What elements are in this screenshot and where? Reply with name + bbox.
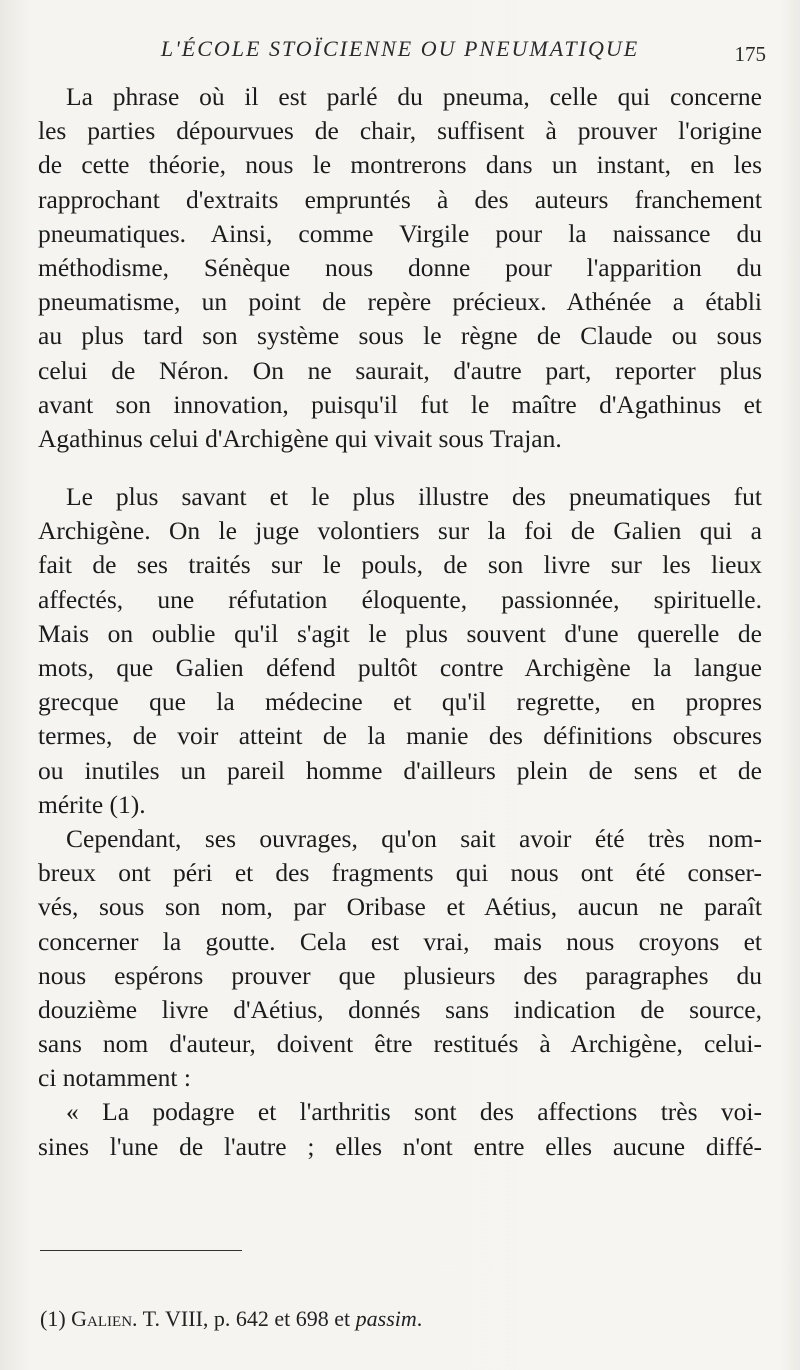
text-line: Agathinus celui d'Archigène qui vivait sous Trajan. bbox=[38, 423, 562, 453]
footnote-reference: . T. VIII, p. 642 et 698 et bbox=[132, 1306, 351, 1331]
page-number: 175 bbox=[734, 42, 766, 66]
text-line: avant son innovation, puisqu'il fut le maître d'Agathinus et bbox=[38, 389, 762, 419]
text-line: fait de ses traités sur le pouls, de son livre sur les lieux bbox=[38, 550, 762, 580]
text-line: affectés, une réfutation éloquente, passionnée, spirituelle. bbox=[38, 584, 762, 614]
text-line: pneumatiques. Ainsi, comme Virgile pour la naissance du bbox=[38, 218, 762, 248]
paragraph-1 bbox=[38, 80, 762, 456]
paragraph-3 bbox=[38, 822, 762, 1096]
text-line: au plus tard son système sous le règne de Claude ou sous bbox=[38, 321, 762, 351]
text-line: rapprochant d'extraits empruntés à des auteurs franchement bbox=[38, 184, 762, 214]
text-line: sines l'une de l'autre ; elles n'ont entre elles aucune diffé- bbox=[38, 1131, 762, 1161]
text-line: vés, sous son nom, par Oribase et Aétius, aucun ne paraît bbox=[38, 892, 762, 922]
text-line: celui de Néron. On ne saurait, d'autre part, reporter plus bbox=[38, 355, 762, 385]
text-line: grecque que la médecine et qu'il regrette, en propres bbox=[38, 687, 762, 717]
text-line: Archigène. On le juge volontiers sur la foi de Galien qui a bbox=[38, 516, 762, 546]
text-line: ou inutiles un pareil homme d'ailleurs plein de sens et de bbox=[38, 755, 762, 785]
running-title: L'ÉCOLE STOÏCIENNE OU PNEUMATIQUE bbox=[160, 36, 640, 61]
paragraph-2 bbox=[38, 480, 762, 822]
text-line: mots, que Galien défend pultôt contre Archigène la langue bbox=[38, 653, 762, 682]
text-line: sans nom d'auteur, doivent être restitués à Archigène, celui- bbox=[38, 1029, 762, 1059]
footnote-marker: (1) bbox=[40, 1306, 66, 1331]
text-line: de cette théorie, nous le montrerons dans un instant, en les bbox=[38, 150, 762, 180]
text-line: nous espérons prouver que plusieurs des paragraphes du bbox=[38, 960, 762, 990]
footnote-author: Galien bbox=[71, 1306, 133, 1331]
text-line: breux ont péri et des fragments qui nous ont été conser- bbox=[38, 858, 762, 888]
paragraph-4-quotation bbox=[38, 1095, 762, 1163]
text-line: Cependant, ses ouvrages, qu'on sait avoir été très nom- bbox=[66, 823, 762, 853]
footnote bbox=[40, 1304, 760, 1334]
text-line: les parties dépourvues de chair, suffisent à prouver l'origine bbox=[38, 116, 762, 146]
footnote-italic-term: passim bbox=[355, 1306, 417, 1331]
text-line: La phrase où il est parlé du pneuma, celle qui concerne bbox=[66, 82, 762, 111]
text-line: termes, de voir atteint de la manie des définitions obscures bbox=[38, 721, 762, 751]
text-line: Le plus savant et le plus illustre des pneumatiques fut bbox=[66, 482, 762, 512]
body-text bbox=[38, 80, 762, 1164]
footnote-end: . bbox=[416, 1306, 423, 1331]
text-line: ci notamment : bbox=[38, 1063, 191, 1093]
text-line: « La podagre et l'arthritis sont des affections très voi- bbox=[66, 1097, 762, 1127]
footnote-divider bbox=[40, 1250, 242, 1251]
text-line: douzième livre d'Aétius, donnés sans indication de source, bbox=[38, 994, 762, 1024]
text-line: méthodisme, Sénèque nous donne pour l'apparition du bbox=[38, 252, 762, 282]
text-line: mérite (1). bbox=[38, 789, 146, 819]
text-line: concerner la goutte. Cela est vrai, mais nous croyons et bbox=[38, 926, 762, 956]
text-line: Mais on oublie qu'il s'agit le plus souvent d'une querelle de bbox=[38, 618, 762, 648]
text-line: pneumatisme, un point de repère précieux. Athénée a établi bbox=[38, 287, 762, 317]
